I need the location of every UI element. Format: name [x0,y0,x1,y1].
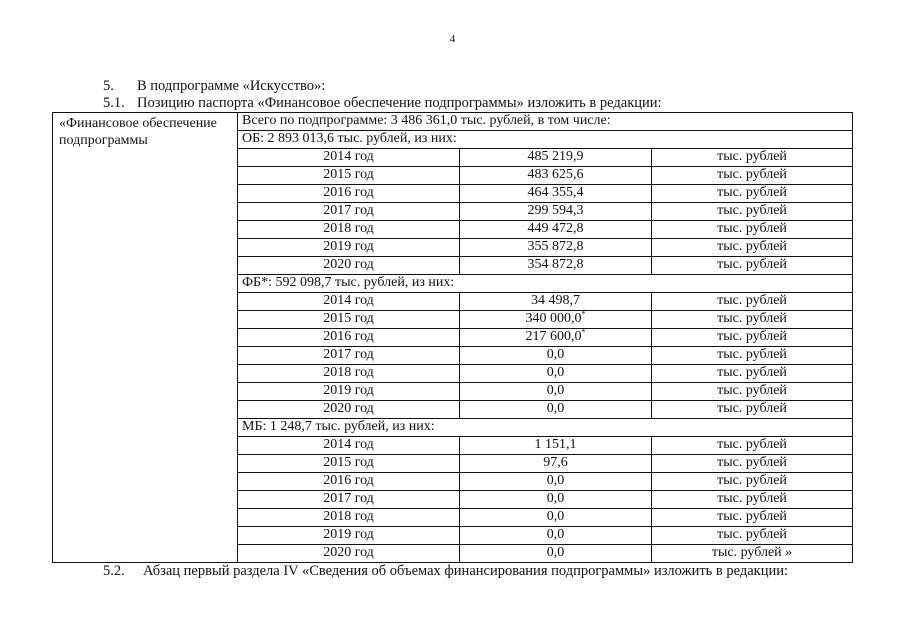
amount: 217 600,0 [525,329,582,344]
value-cell [460,311,652,329]
item-5 [103,78,325,95]
item-5-1-text: Позицию паспорта «Финансовое обеспечение подпрограммы» изложить в редакции: [137,95,662,111]
amount: 483 625,6 [527,167,584,182]
amount: 0,0 [546,473,565,488]
value-cell [460,365,652,383]
amount: 0,0 [546,491,565,506]
value-cell [460,203,652,221]
year-cell: 2019 год [238,239,460,257]
table-total-row [53,113,853,131]
amount: 0,0 [546,347,565,362]
year-cell: 2015 год [238,311,460,329]
unit-cell: тыс. рублей [652,329,853,347]
unit-cell: тыс. рублей [652,293,853,311]
item-5-1-number: 5.1. [103,95,125,111]
amount: 0,0 [546,365,565,380]
unit-cell: тыс. рублей [652,167,853,185]
year-cell: 2016 год [238,185,460,203]
amount: 0,0 [546,545,565,560]
amount: 340 000,0 [525,311,582,326]
value-cell [460,401,652,419]
item-5-2-text: Абзац первый раздела IV «Сведения об объемах финансирования подпрограммы» изложить в редакции: [143,563,789,579]
unit-cell: тыс. рублей [652,401,853,419]
year-cell: 2014 год [238,293,460,311]
year-cell: 2014 год [238,437,460,455]
amount: 355 872,8 [527,239,584,254]
group-header: МБ: 1 248,7 тыс. рублей, из них: [238,419,853,437]
unit-cell: тыс. рублей [652,149,853,167]
value-cell [460,293,652,311]
unit-cell: тыс. рублей [652,221,853,239]
amount: 97,6 [543,455,568,470]
year-cell: 2019 год [238,527,460,545]
value-cell [460,257,652,275]
amount: 1 151,1 [534,437,577,452]
amount: 0,0 [546,401,565,416]
amount: 449 472,8 [527,221,584,236]
unit-cell: тыс. рублей [652,257,853,275]
amount: 464 355,4 [527,185,584,200]
unit-cell: тыс. рублей [652,311,853,329]
group-header: ОБ: 2 893 013,6 тыс. рублей, из них: [238,131,853,149]
unit-cell: тыс. рублей [652,473,853,491]
amount: 0,0 [546,383,565,398]
value-cell [460,455,652,473]
unit-cell: тыс. рублей [652,347,853,365]
unit-cell: тыс. рублей [652,383,853,401]
item-5-text: В подпрограмме «Искусство»: [137,78,326,94]
amount: 0,0 [546,527,565,542]
value-cell [460,491,652,509]
item-5-number: 5. [103,78,114,94]
value-cell [460,545,652,563]
year-cell: 2020 год [238,401,460,419]
year-cell: 2020 год [238,257,460,275]
item-5-2-number: 5.2. [103,563,125,579]
year-cell: 2020 год [238,545,460,563]
year-cell: 2017 год [238,203,460,221]
year-cell: 2018 год [238,365,460,383]
amount: 299 594,3 [527,203,584,218]
unit-cell: тыс. рублей [652,509,853,527]
item-5-2 [103,563,788,580]
footnote-mark: * [581,309,586,319]
unit-cell: тыс. рублей [652,455,853,473]
amount: 0,0 [546,509,565,524]
unit-cell: тыс. рублей [652,527,853,545]
value-cell [460,509,652,527]
amount: 34 498,7 [531,293,580,308]
group-header: ФБ*: 592 098,7 тыс. рублей, из них: [238,275,853,293]
unit-cell: тыс. рублей [652,365,853,383]
year-cell: 2017 год [238,491,460,509]
financing-label-cell: «Финансовое обеспечение подпрограммы [53,113,238,563]
unit-cell: тыс. рублей [652,491,853,509]
year-cell: 2019 год [238,383,460,401]
amount: 354 872,8 [527,257,584,272]
year-cell: 2015 год [238,167,460,185]
value-cell [460,239,652,257]
value-cell [460,221,652,239]
footnote-mark: * [581,327,586,337]
financing-table [52,112,853,563]
value-cell [460,437,652,455]
page-number: 4 [449,33,456,45]
value-cell [460,383,652,401]
value-cell [460,473,652,491]
item-5-1 [103,95,662,112]
value-cell [460,527,652,545]
year-cell: 2017 год [238,347,460,365]
value-cell [460,329,652,347]
unit-cell: тыс. рублей [652,437,853,455]
value-cell [460,185,652,203]
amount: 485 219,9 [527,149,584,164]
unit-cell: тыс. рублей [652,185,853,203]
unit-cell: тыс. рублей [652,239,853,257]
unit-cell: тыс. рублей » [652,545,853,563]
value-cell [460,149,652,167]
year-cell: 2018 год [238,221,460,239]
year-cell: 2014 год [238,149,460,167]
year-cell: 2016 год [238,473,460,491]
year-cell: 2018 год [238,509,460,527]
year-cell: 2016 год [238,329,460,347]
value-cell [460,167,652,185]
unit-cell: тыс. рублей [652,203,853,221]
year-cell: 2015 год [238,455,460,473]
value-cell [460,347,652,365]
total-financing: Всего по подпрограмме: 3 486 361,0 тыс. рублей, в том числе: [238,113,853,131]
